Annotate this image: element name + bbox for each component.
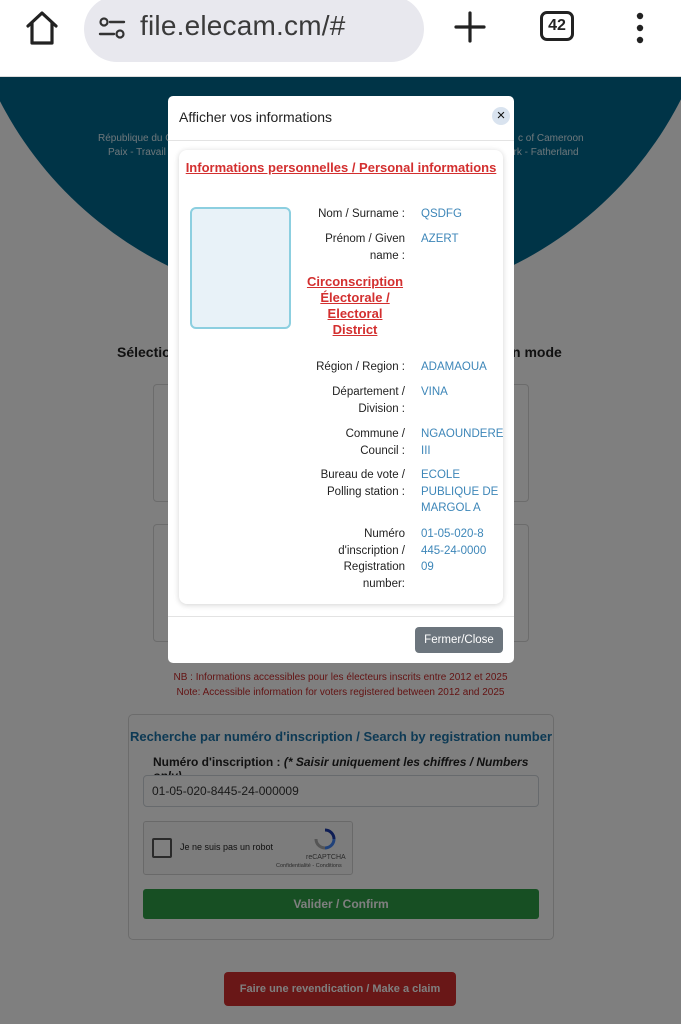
division-value: VINA (421, 386, 448, 398)
voter-photo (190, 207, 291, 329)
modal-body (179, 150, 503, 604)
electoral-district-title: Circonscription Électorale / Electoral District (306, 274, 404, 337)
url-text[interactable]: file.elecam.cm/# (140, 10, 346, 41)
polling-station-value: ECOLE PUBLIQUE DE MARGOL A (421, 469, 499, 514)
given-name-label: Prénom / Given name : (325, 233, 405, 262)
council-label: Commune / Council : (345, 428, 405, 457)
modal-header (168, 96, 514, 141)
registration-number-value: 01-05-020-8445-24-000009 (421, 528, 487, 573)
registration-number-label: Numéro d'inscription / Registration number: (338, 528, 405, 590)
close-icon[interactable]: × (492, 107, 510, 125)
tab-switcher-button[interactable]: 42 (540, 11, 574, 41)
council-value: NGAOUNDERE III (421, 428, 504, 457)
plus-icon (451, 8, 489, 46)
division-label: Département / Division : (332, 386, 405, 415)
modal-footer (168, 616, 514, 664)
close-button[interactable]: Fermer/Close (415, 627, 503, 653)
new-tab-button[interactable] (451, 8, 489, 46)
address-bar[interactable] (84, 0, 424, 62)
site-settings-icon[interactable] (98, 14, 126, 42)
modal-title: Afficher vos informations (179, 109, 333, 125)
region-value: ADAMAOUA (421, 361, 487, 373)
region-label: Région / Region : (316, 361, 405, 373)
info-modal (168, 96, 514, 663)
polling-station-label: Bureau de vote / Polling station : (320, 469, 405, 498)
personal-info-title: Informations personnelles / Personal informations (185, 160, 497, 175)
given-name-value: AZERT (421, 233, 459, 245)
home-icon[interactable] (22, 8, 62, 48)
more-vertical-icon[interactable] (630, 8, 650, 48)
surname-value: QSDFG (421, 208, 462, 220)
surname-label: Nom / Surname : (318, 208, 405, 220)
browser-toolbar (0, 0, 681, 77)
